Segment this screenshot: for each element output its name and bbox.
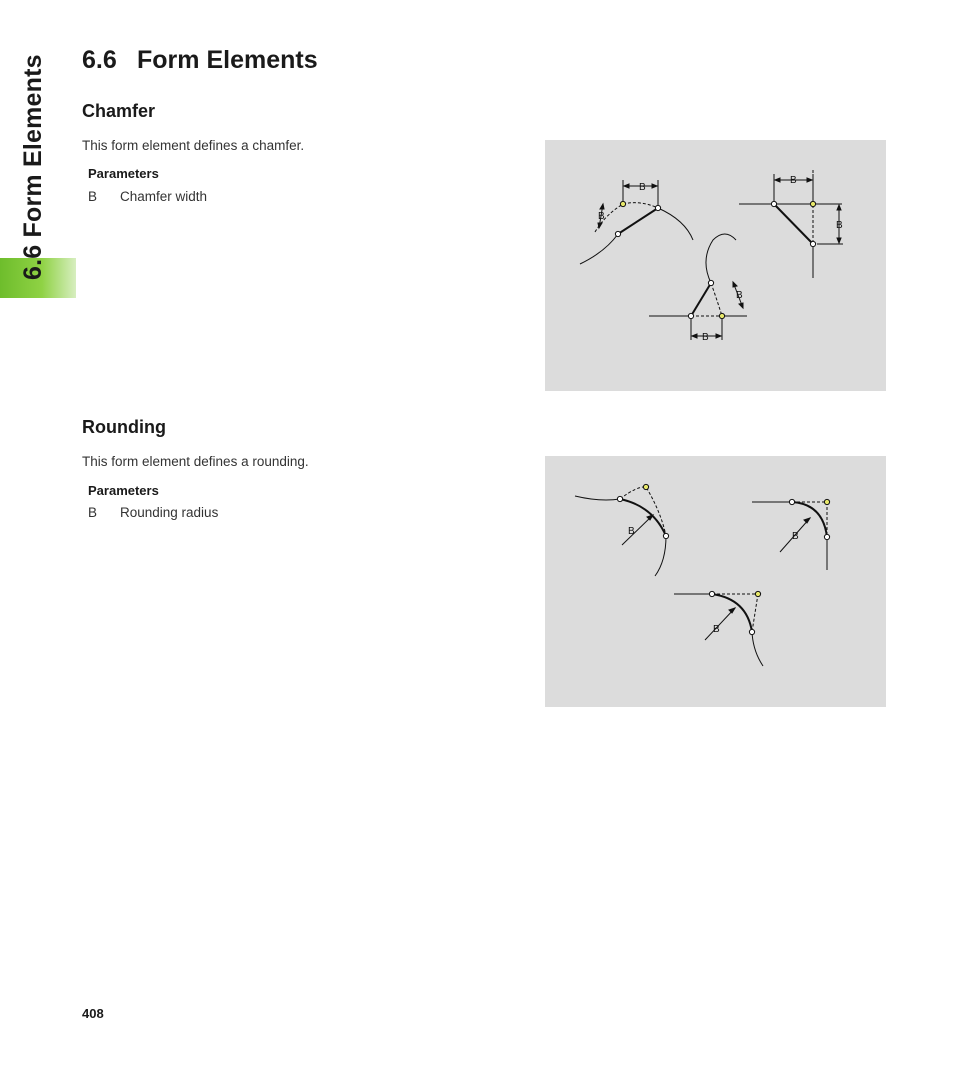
chamfer-label-6: B: [702, 332, 709, 343]
rounding-description: This form element defines a rounding.: [82, 454, 309, 469]
param-text: Chamfer width: [120, 189, 208, 204]
page-number: 408: [82, 1006, 104, 1021]
rounding-diagram: [545, 456, 886, 707]
side-tab-title: 6.6 Form Elements: [19, 54, 47, 280]
chamfer-label-4: B: [836, 220, 843, 231]
rounding-param-row: [88, 505, 218, 520]
chamfer-diagram: [545, 140, 886, 391]
chamfer-label-1: B: [639, 182, 646, 193]
page-title: [82, 46, 318, 75]
rounding-label-1: B: [628, 526, 635, 537]
chamfer-figure: [545, 140, 886, 391]
rounding-figure: [545, 456, 886, 707]
chamfer-param-row: [88, 189, 207, 204]
chamfer-label-2: B: [598, 211, 605, 222]
chamfer-description: This form element defines a chamfer.: [82, 138, 305, 153]
chamfer-label-5: B: [736, 290, 743, 301]
rounding-heading: Rounding: [82, 417, 166, 437]
rounding-label-3: B: [713, 624, 720, 635]
chamfer-label-3: B: [790, 175, 797, 186]
param-symbol: B: [88, 505, 98, 520]
param-symbol: B: [88, 189, 98, 204]
section-title: Form Elements: [137, 46, 318, 74]
section-number: 6.6: [82, 46, 117, 74]
rounding-label-2: B: [792, 531, 799, 542]
rounding-parameters-label: Parameters: [88, 483, 159, 498]
chamfer-parameters-label: Parameters: [88, 166, 159, 181]
param-text: Rounding radius: [120, 505, 219, 520]
chamfer-heading: Chamfer: [82, 101, 156, 121]
